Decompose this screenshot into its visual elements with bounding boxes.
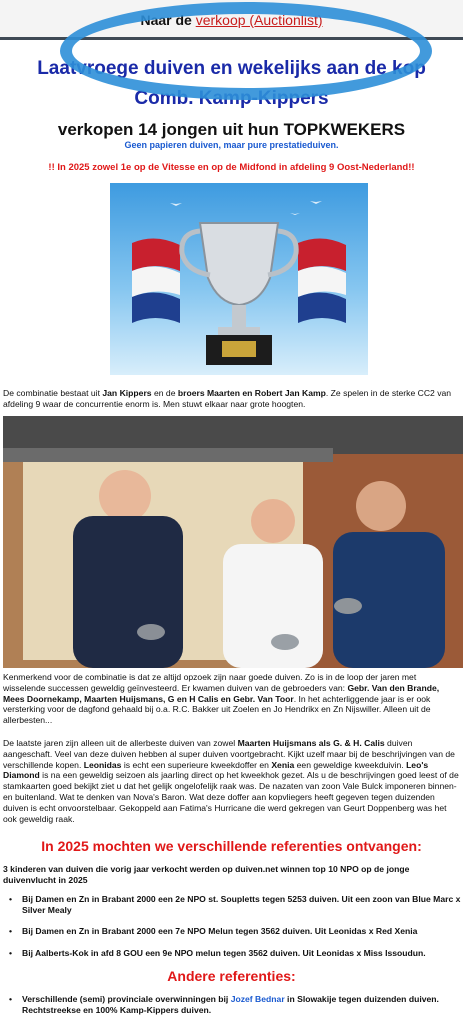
text-run: duiven aangeschaft. Veel van deze duiven hebben al super duiven voortgebracht. Kijkt uzelf maar bij de beschrijvingen van de verschillende kopen.: [3, 738, 455, 770]
banner-prefix: Naar de: [140, 12, 192, 28]
text-run: en de: [151, 388, 178, 398]
trophy-flags-image: [110, 183, 368, 375]
other-reference-text: [22, 994, 461, 1015]
auction-list-link[interactable]: verkoop (Auctionlist): [195, 12, 323, 28]
bullet-icon: •: [9, 926, 13, 936]
references-intro: 3 kinderen van duiven die vorig jaar verkocht werden op duiven.net winnen top 10 NPO op de jonge duivenvlucht in 2025: [3, 864, 410, 885]
reference-item: [9, 926, 461, 937]
headline-team-name: Comb. Kamp-Kippers: [134, 88, 329, 109]
bullet-icon: •: [9, 894, 13, 904]
sale-subtitle: Geen papieren duiven, maar pure prestatieduiven.: [124, 140, 339, 150]
team-photo-illustration: [3, 416, 463, 668]
left-dutch-flag: [132, 238, 180, 323]
achievement-banner: !! In 2025 zowel 1e op de Vitesse en op de Midfond in afdeling 9 Oost-Nederland!!: [48, 162, 415, 173]
other-reference-item: [9, 994, 461, 1015]
reference-item: [9, 894, 461, 915]
trophy-illustration: [110, 183, 368, 375]
pigeon-name: Leonidas: [83, 759, 122, 770]
breeder-names: Gebr. Van den Brande, Mees Doornekamp, Maarten Huijsmans, G en H Calis en Gebr. Van Toor: [3, 682, 440, 704]
text-run: . In het achterliggende jaar is er ook versterking voor de dagfond gehaald bij o.a. R.C. Bakker uit Zoelen en Jo Hendrikx en Zn Nijswiller. Alleen uit de allerbesten...: [3, 693, 431, 726]
text-run: Kenmerkend voor de combinatie is dat ze altijd opzoek zijn naar goede duiven. Zo is in de loop der jaren met wisselende successen geweldig geïnvesteerd. Er kwamen duiven van de gebroeders van:: [3, 672, 417, 693]
member-name: Jan Kippers: [102, 388, 152, 398]
breeding-paragraph: [3, 738, 461, 824]
breeder-link[interactable]: Jozef Bednar: [230, 994, 285, 1004]
sale-announcement: verkopen 14 jongen uit hun TOPKWEKERS: [57, 120, 406, 139]
references-heading: In 2025 mochten we verschillende referenties ontvangen:: [41, 838, 422, 854]
text-run: De laatste jaren zijn alleen uit de allerbeste duiven van zowel: [3, 738, 238, 748]
text-run: is na een geweldig seizoen als jaarling direct op het kweekhok gezet. Als u de beschrijvingen goed leest of de stamkaarten goed bekijkt ziet u dat het gelijk ongelofelijk raak was. De nazaten van zoon Vale Bulck imponeren binnen- en buitenland. Wat te denken van Nova's Baron. Wat deze doffer aan kopvliegers heeft gegeven tegen duizenden duiven is echt onvoorstelbaar. Gekoppeld aan Fatima's Hurricane die werd gekregen van Geurt Doppenberg was het ook geweldig raak.: [3, 770, 459, 824]
headline-primary: Laatvroege duiven en wekelijks aan de kop: [37, 58, 426, 79]
reference-text: Bij Aalberts-Kok in afd 8 GOU een 9e NPO melun tegen 3562 duiven. Uit Leonidas x Miss Issoudun.: [22, 948, 426, 958]
pigeon-name: Xenia: [271, 759, 295, 770]
text-run: Verschillende (semi) provinciale overwinningen bij: [22, 994, 231, 1004]
text-run: een geweldige kweekduivin.: [294, 759, 407, 770]
trophy-cup: [182, 223, 296, 365]
pigeon-name: Leo's Diamond: [3, 759, 429, 781]
text-run: is echt een superieure kweekdoffer en: [121, 759, 272, 770]
bullet-icon: •: [9, 994, 13, 1004]
team-photo: [3, 416, 463, 668]
bullet-icon: •: [9, 948, 13, 958]
text-run: in Slowakije tegen duizenden duiven. Rechtstreekse en 100% Kamp-Kippers duiven.: [22, 994, 439, 1015]
investment-paragraph: [3, 672, 461, 726]
banner-text: [140, 12, 322, 28]
intro-paragraph: [3, 388, 461, 410]
text-run: . Ze spelen in de sterke CC2 van afdeling 9 waar de concurrentie enorm is. Men stuwt elkaar naar grote hoogten.: [3, 388, 452, 409]
reference-text: Bij Damen en Zn in Brabant 2000 een 2e NPO st. Soupletts tegen 5253 duiven. Uit een zoon van Blue Marc x Silver Mealy: [22, 894, 461, 915]
member-names: broers Maarten en Robert Jan Kamp: [177, 388, 326, 398]
other-references-heading: Andere referenties:: [167, 968, 296, 984]
reference-item: [9, 948, 461, 959]
sky-birds: [170, 201, 322, 215]
text-run: De combinatie bestaat uit: [3, 388, 103, 398]
top-banner: [0, 0, 463, 40]
right-dutch-flag: [298, 238, 346, 323]
reference-text: Bij Damen en Zn in Brabant 2000 een 7e NPO Melun tegen 3562 duiven. Uit Leonidas x Red Xenia: [22, 926, 418, 936]
breeder-names: Maarten Huijsmans als G. & H. Calis: [237, 738, 385, 748]
